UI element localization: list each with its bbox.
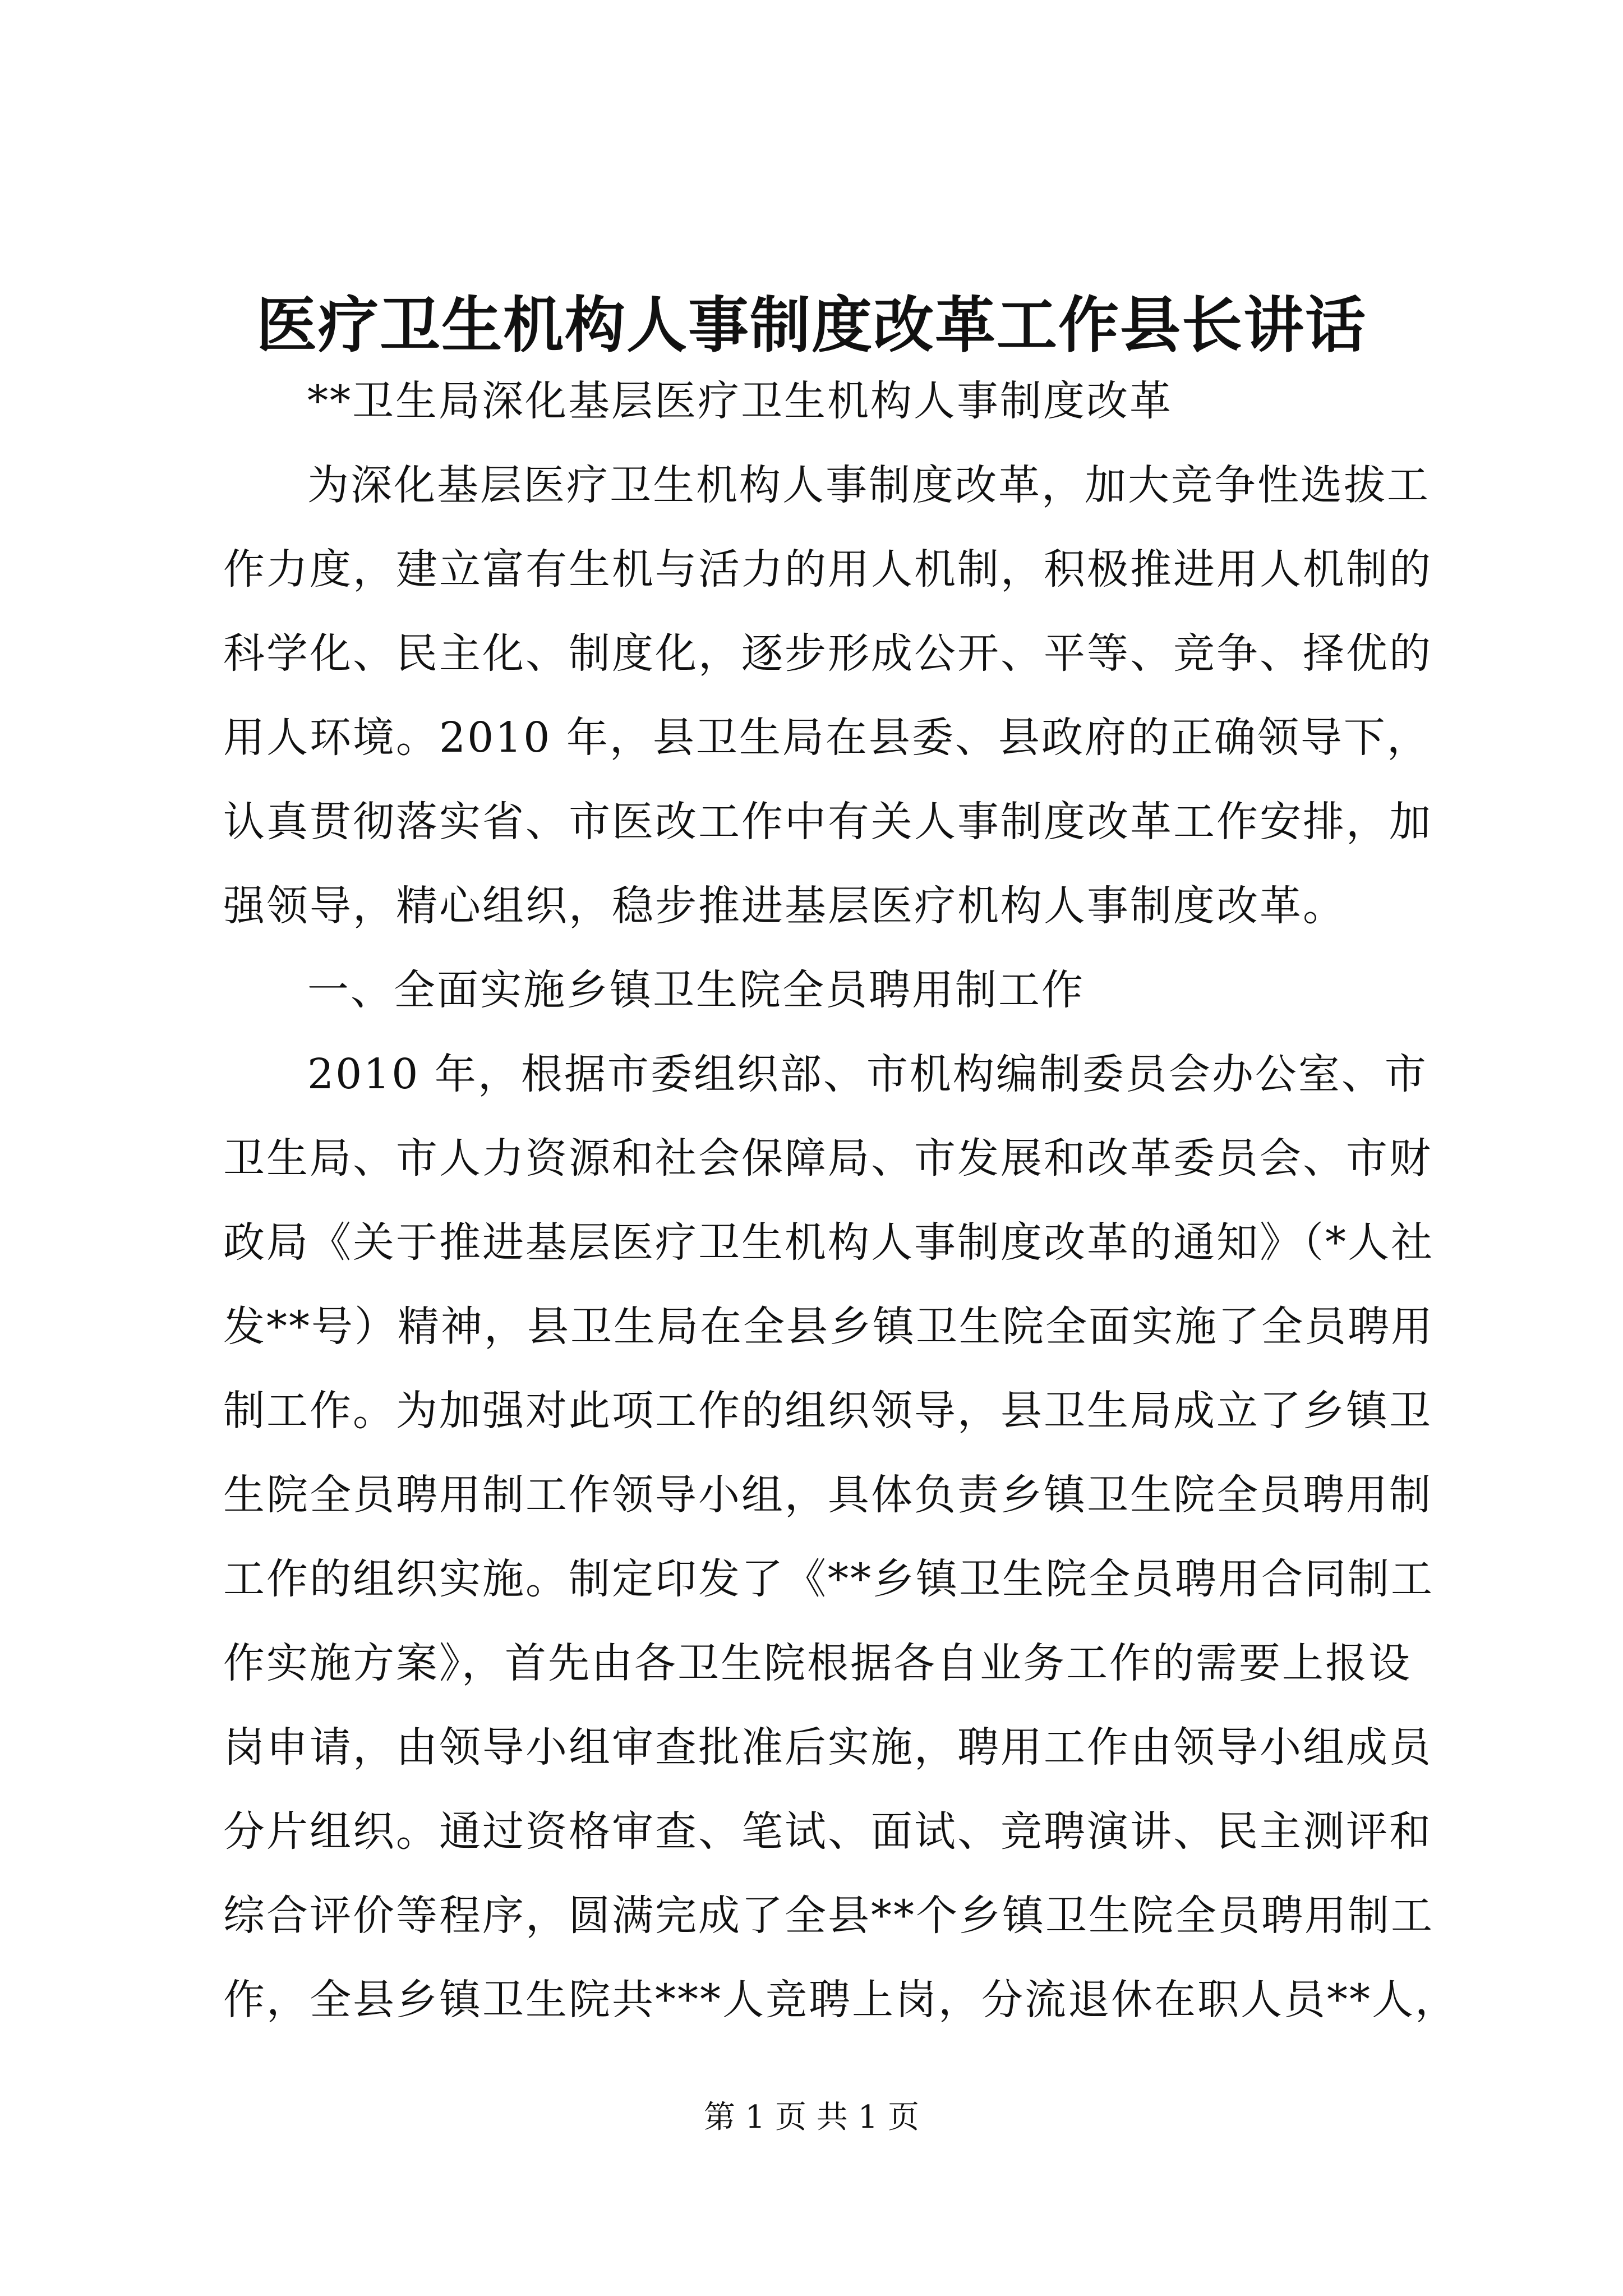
paragraph-line: 作实施方案》，首先由各卫生院根据各自业务工作的需要上报设 <box>223 1639 1412 1687</box>
paragraph-line: 综合评价等程序，圆满完成了全县**个乡镇卫生院全员聘用制工 <box>223 1892 1434 1940</box>
paragraph-line: 作力度，建立富有生机与活力的用人机制，积极推进用人机制的 <box>223 545 1432 593</box>
paragraph-line: 工作的组织实施。制定印发了《**乡镇卫生院全员聘用合同制工 <box>223 1555 1434 1603</box>
paragraph-line: 强领导，精心组织，稳步推进基层医疗机构人事制度改革。 <box>223 882 1346 930</box>
paragraph-line: 政局《关于推进基层医疗卫生机构人事制度改革的通知》（*人社 <box>223 1218 1434 1267</box>
paragraph-line: 认真贯彻落实省、市医改工作中有关人事制度改革工作安排，加 <box>223 798 1432 846</box>
page-footer: 第 1 页 共 1 页 <box>703 2099 920 2136</box>
paragraph-line: 岗申请，由领导小组审查批准后实施，聘用工作由领导小组成员 <box>223 1723 1432 1772</box>
paragraph-line: 为深化基层医疗卫生机构人事制度改革，加大竞争性选拔工 <box>307 461 1430 509</box>
paragraph-line: 制工作。为加强对此项工作的组织领导，县卫生局成立了乡镇卫 <box>223 1387 1432 1435</box>
document-title: 医疗卫生机构人事制度改革工作县长讲话 <box>256 290 1367 361</box>
paragraph-line: 作，全县乡镇卫生院共***人竞聘上岗，分流退休在职人员**人， <box>223 1976 1458 2024</box>
paragraph-line: 2010 年，根据市委组织部、市机构编制委员会办公室、市 <box>307 1050 1428 1098</box>
paragraph-line: 发**号）精神，县卫生局在全县乡镇卫生院全面实施了全员聘用 <box>223 1303 1434 1351</box>
section-heading: 一、全面实施乡镇卫生院全员聘用制工作 <box>307 966 1085 1014</box>
paragraph-line: 生院全员聘用制工作领导小组，具体负责乡镇卫生院全员聘用制 <box>223 1471 1432 1519</box>
paragraph-line: 分片组织。通过资格审查、笔试、面试、竞聘演讲、民主测评和 <box>223 1807 1432 1856</box>
subtitle-line: **卫生局深化基层医疗卫生机构人事制度改革 <box>307 377 1173 425</box>
paragraph-line: 科学化、民主化、制度化，逐步形成公开、平等、竞争、择优的 <box>223 629 1432 678</box>
paragraph-line: 卫生局、市人力资源和社会保障局、市发展和改革委员会、市财 <box>223 1134 1432 1182</box>
paragraph-line: 用人环境。2010 年，县卫生局在县委、县政府的正确领导下， <box>223 714 1430 762</box>
